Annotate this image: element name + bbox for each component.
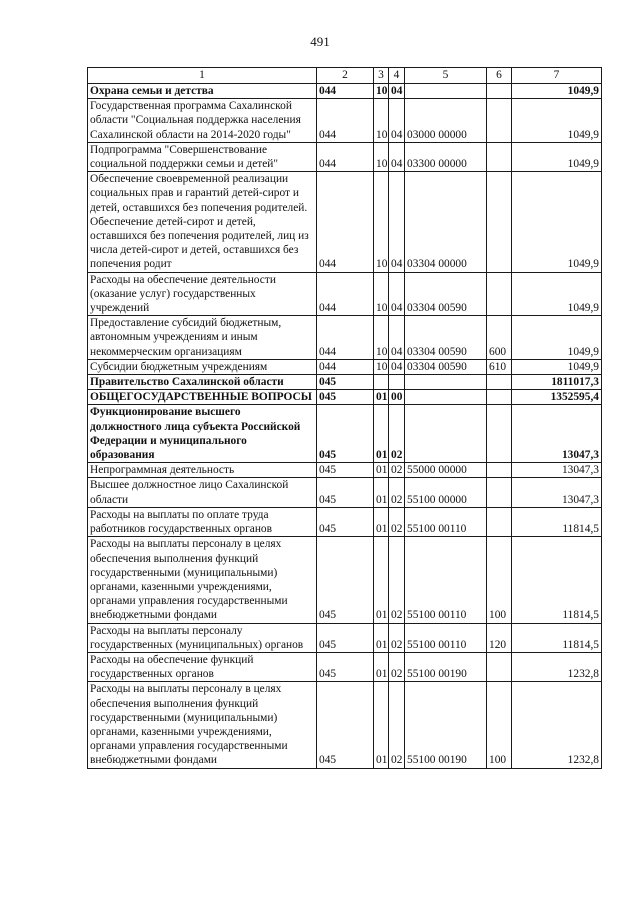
ministry-code-cell: 045 xyxy=(317,682,374,768)
row-name-cell: Расходы на обеспечение деятельности (оказание услуг) государственных учреждений xyxy=(88,272,317,316)
subsection-code-cell: 04 xyxy=(389,142,405,171)
subsection-code-cell: 02 xyxy=(389,463,405,478)
amount-cell: 1811017,3 xyxy=(512,375,602,390)
section-code-cell: 10 xyxy=(374,84,389,99)
target-code-cell: 55000 00000 xyxy=(405,463,487,478)
ministry-code-cell: 045 xyxy=(317,652,374,681)
expense-type-cell xyxy=(487,99,512,143)
section-code-cell: 10 xyxy=(374,316,389,360)
table-row xyxy=(88,99,602,143)
amount-cell: 11814,5 xyxy=(512,623,602,652)
ministry-code-cell: 044 xyxy=(317,172,374,272)
amount-cell: 11814,5 xyxy=(512,537,602,623)
expense-type-cell xyxy=(487,272,512,316)
row-name-cell: Высшее должностное лицо Сахалинской области xyxy=(88,478,317,507)
table-row xyxy=(88,359,602,374)
table-row xyxy=(88,390,602,405)
table-row xyxy=(88,316,602,360)
section-code-cell: 01 xyxy=(374,463,389,478)
table-row xyxy=(88,507,602,536)
ministry-code-cell: 045 xyxy=(317,463,374,478)
expense-type-cell xyxy=(487,390,512,405)
amount-cell: 13047,3 xyxy=(512,405,602,463)
target-code-cell xyxy=(405,375,487,390)
amount-cell: 1049,9 xyxy=(512,99,602,143)
ministry-code-cell: 044 xyxy=(317,316,374,360)
expense-type-cell xyxy=(487,478,512,507)
ministry-code-cell: 045 xyxy=(317,390,374,405)
row-name-cell: Расходы на выплаты персоналу в целях обеспечения выполнения функций государственными (муниципальными) органами, казенными учреждениями, органами управления государственными внебюджетными фондами xyxy=(88,682,317,768)
header-cell: 6 xyxy=(487,68,512,84)
target-code-cell: 55100 00110 xyxy=(405,507,487,536)
target-code-cell: 03000 00000 xyxy=(405,99,487,143)
subsection-code-cell: 04 xyxy=(389,272,405,316)
section-code-cell: 01 xyxy=(374,390,389,405)
expense-type-cell xyxy=(487,652,512,681)
target-code-cell xyxy=(405,390,487,405)
table-row xyxy=(88,682,602,768)
target-code-cell: 55100 00110 xyxy=(405,537,487,623)
subsection-code-cell: 02 xyxy=(389,507,405,536)
amount-cell: 11814,5 xyxy=(512,507,602,536)
amount-cell: 1232,8 xyxy=(512,682,602,768)
row-name-cell: Предоставление субсидий бюджетным, автономным учреждениям и иным некоммерческим организациям xyxy=(88,316,317,360)
ministry-code-cell: 045 xyxy=(317,623,374,652)
section-code-cell: 10 xyxy=(374,172,389,272)
subsection-code-cell: 02 xyxy=(389,652,405,681)
budget-table xyxy=(87,67,602,769)
row-name-cell: Расходы на выплаты по оплате труда работников государственных органов xyxy=(88,507,317,536)
subsection-code-cell: 04 xyxy=(389,359,405,374)
section-code-cell xyxy=(374,375,389,390)
subsection-code-cell xyxy=(389,375,405,390)
expense-type-cell: 100 xyxy=(487,537,512,623)
table-row xyxy=(88,463,602,478)
row-name-cell: Субсидии бюджетным учреждениям xyxy=(88,359,317,374)
expense-type-cell: 610 xyxy=(487,359,512,374)
expense-type-cell xyxy=(487,142,512,171)
row-name-cell: Обеспечение своевременной реализации социальных прав и гарантий детей-сирот и детей, оставшихся без попечения родителей. Обеспечение детей-сирот и детей, оставшихся без попечения родителей, лиц из числа детей-сирот и детей, оставшихся без попечения родит xyxy=(88,172,317,272)
subsection-code-cell: 02 xyxy=(389,537,405,623)
subsection-code-cell: 04 xyxy=(389,99,405,143)
target-code-cell: 55100 00000 xyxy=(405,478,487,507)
subsection-code-cell: 04 xyxy=(389,172,405,272)
ministry-code-cell: 044 xyxy=(317,359,374,374)
section-code-cell: 01 xyxy=(374,405,389,463)
section-code-cell: 01 xyxy=(374,652,389,681)
target-code-cell: 03304 00590 xyxy=(405,316,487,360)
expense-type-cell xyxy=(487,405,512,463)
header-cell: 3 xyxy=(374,68,389,84)
amount-cell: 1049,9 xyxy=(512,172,602,272)
amount-cell: 1049,9 xyxy=(512,272,602,316)
ministry-code-cell: 045 xyxy=(317,405,374,463)
page-number: 491 xyxy=(310,34,330,49)
table-row xyxy=(88,172,602,272)
section-code-cell: 01 xyxy=(374,682,389,768)
expense-type-cell xyxy=(487,507,512,536)
subsection-code-cell: 04 xyxy=(389,84,405,99)
row-name-cell: Подпрограмма "Совершенствование социальной поддержки семьи и детей" xyxy=(88,142,317,171)
amount-cell: 13047,3 xyxy=(512,478,602,507)
table-row xyxy=(88,652,602,681)
header-row xyxy=(88,68,602,84)
section-code-cell: 10 xyxy=(374,359,389,374)
amount-cell: 1232,8 xyxy=(512,652,602,681)
target-code-cell: 55100 00110 xyxy=(405,623,487,652)
section-code-cell: 01 xyxy=(374,507,389,536)
target-code-cell: 03304 00590 xyxy=(405,359,487,374)
ministry-code-cell: 045 xyxy=(317,478,374,507)
subsection-code-cell: 02 xyxy=(389,682,405,768)
expense-type-cell: 600 xyxy=(487,316,512,360)
row-name-cell: Охрана семьи и детства xyxy=(88,84,317,99)
ministry-code-cell: 045 xyxy=(317,537,374,623)
row-name-cell: Расходы на обеспечение функций государственных органов xyxy=(88,652,317,681)
table-row xyxy=(88,623,602,652)
subsection-code-cell: 02 xyxy=(389,623,405,652)
section-code-cell: 10 xyxy=(374,99,389,143)
target-code-cell xyxy=(405,84,487,99)
section-code-cell: 10 xyxy=(374,272,389,316)
header-cell: 2 xyxy=(317,68,374,84)
subsection-code-cell: 02 xyxy=(389,478,405,507)
header-cell: 1 xyxy=(88,68,317,84)
target-code-cell: 03300 00000 xyxy=(405,142,487,171)
amount-cell: 1049,9 xyxy=(512,84,602,99)
expense-type-cell: 100 xyxy=(487,682,512,768)
subsection-code-cell: 04 xyxy=(389,316,405,360)
expense-type-cell xyxy=(487,375,512,390)
ministry-code-cell: 044 xyxy=(317,272,374,316)
row-name-cell: Расходы на выплаты персоналу в целях обеспечения выполнения функций государственными (муниципальными) органами, казенными учреждениями, органами управления государственными внебюджетными фондами xyxy=(88,537,317,623)
table-row xyxy=(88,537,602,623)
header-cell: 7 xyxy=(512,68,602,84)
section-code-cell: 01 xyxy=(374,478,389,507)
amount-cell: 1352595,4 xyxy=(512,390,602,405)
section-code-cell: 01 xyxy=(374,623,389,652)
row-name-cell: ОБЩЕГОСУДАРСТВЕННЫЕ ВОПРОСЫ xyxy=(88,390,317,405)
row-name-cell: Функционирование высшего должностного лица субъекта Российской Федерации и муниципального образования xyxy=(88,405,317,463)
amount-cell: 1049,9 xyxy=(512,359,602,374)
section-code-cell: 01 xyxy=(374,537,389,623)
table-row xyxy=(88,272,602,316)
subsection-code-cell: 00 xyxy=(389,390,405,405)
subsection-code-cell: 02 xyxy=(389,405,405,463)
target-code-cell: 03304 00590 xyxy=(405,272,487,316)
table-row xyxy=(88,84,602,99)
table-row xyxy=(88,405,602,463)
row-name-cell: Правительство Сахалинской области xyxy=(88,375,317,390)
target-code-cell: 55100 00190 xyxy=(405,682,487,768)
row-name-cell: Расходы на выплаты персоналу государственных (муниципальных) органов xyxy=(88,623,317,652)
ministry-code-cell: 045 xyxy=(317,375,374,390)
expense-type-cell xyxy=(487,84,512,99)
ministry-code-cell: 045 xyxy=(317,507,374,536)
expense-type-cell xyxy=(487,463,512,478)
table-row xyxy=(88,142,602,171)
expense-type-cell: 120 xyxy=(487,623,512,652)
target-code-cell: 55100 00190 xyxy=(405,652,487,681)
expense-type-cell xyxy=(487,172,512,272)
target-code-cell xyxy=(405,405,487,463)
ministry-code-cell: 044 xyxy=(317,84,374,99)
row-name-cell: Непрограммная деятельность xyxy=(88,463,317,478)
target-code-cell: 03304 00000 xyxy=(405,172,487,272)
amount-cell: 13047,3 xyxy=(512,463,602,478)
table-row xyxy=(88,375,602,390)
row-name-cell: Государственная программа Сахалинской области "Социальная поддержка населения Сахалинской области на 2014-2020 годы" xyxy=(88,99,317,143)
section-code-cell: 10 xyxy=(374,142,389,171)
ministry-code-cell: 044 xyxy=(317,99,374,143)
header-cell: 4 xyxy=(389,68,405,84)
header-cell: 5 xyxy=(405,68,487,84)
ministry-code-cell: 044 xyxy=(317,142,374,171)
amount-cell: 1049,9 xyxy=(512,142,602,171)
table-row xyxy=(88,478,602,507)
amount-cell: 1049,9 xyxy=(512,316,602,360)
